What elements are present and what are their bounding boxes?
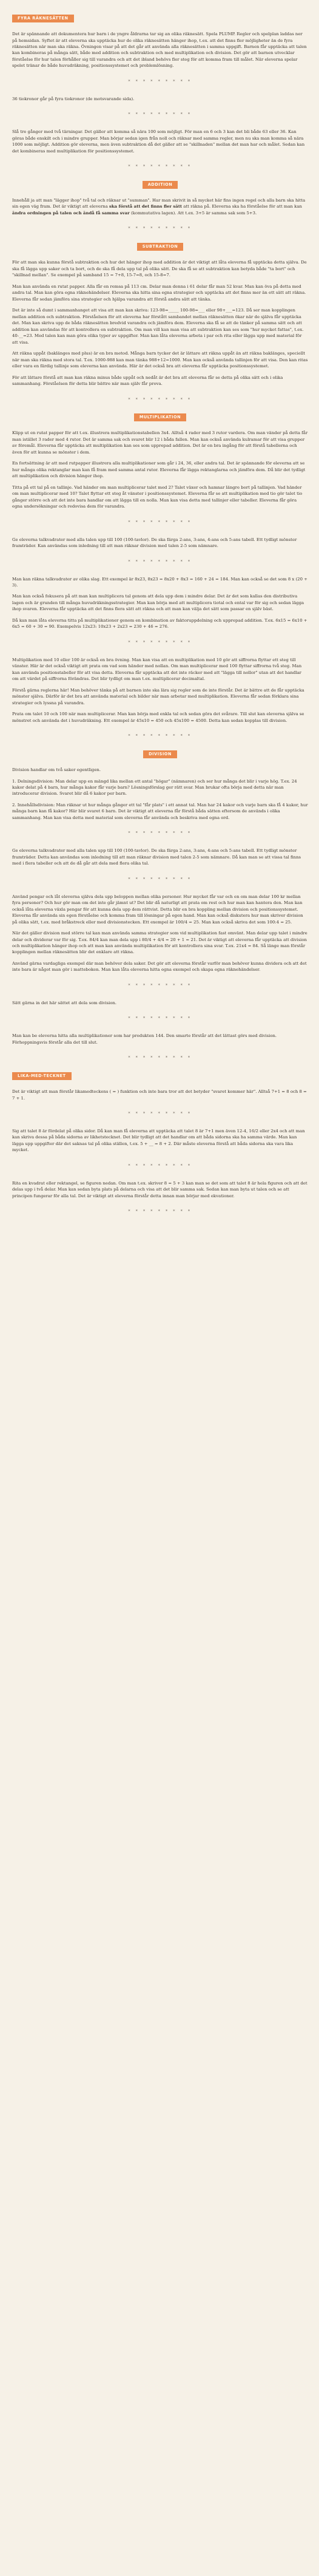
paragraph: Det är spännande att dokumentera hur barn i de yngre åldrarna tar sig an olika räknesätt. Spela PLUMP. Regler och spelplan laddas ner på hemsidan. Syftet är att eleverna ska upptäcka hur de olika räknesätten hänger ihop, t.ex. att det finns fler möjligheter än de fyra räknesätten när man ska räkna. Övningen visar på att det går att använda alla räknesätten i samma uppgift. Barnen får upptäcka att talen kan kombineras på många sätt, både med addition och subtraktion och med multiplikation och division. Det gör att barnen utvecklar förståelse för hur talen förhåller sig till varandra och att det ibland behövs fler steg för att komma fram till målet. När eleverna spelar spelet tränar de både huvudräkning, positionssystemet och problemlösning. — [12, 32, 307, 69]
divider: * * * * * * * * * — [128, 226, 192, 231]
divider: * * * * * * * * * — [128, 982, 192, 988]
divider: * * * * * * * * * — [128, 733, 192, 739]
divider: * * * * * * * * * — [128, 639, 192, 645]
divider: * * * * * * * * * — [128, 396, 192, 402]
paragraph: Titta på ett tal på en tallinje. Vad händer om man multiplicerar talet med 2? Talet växer och hamnar längre bort på tallinjen. Vad händer om man multiplicerar med 10? Talet flyttar ett steg åt vänster i positionssystemet. Eleverna får se att multiplikation med tio gör talet tio gånger större och att det inte bara handlar om att lägga till en nolla. Man kan visa detta med tallinjer eller tabeller. Eleverna får göra egna undersökningar och redovisa dem för varandra. — [12, 484, 303, 509]
section-heading-lika-med-tecknet — [12, 1072, 308, 1080]
paragraph: Rita en kvadrat eller rektangel, se figuren nedan. Om man t.ex. skriver 8 = 5 + 3 kan man se det som att talet 8 är hela figuren och att det delas upp i två delar. Man kan sedan byta plats på delarna och visa att det blir samma sak. Sedan kan man byta ut talen och se att principen fungerar för alla tal. Det är viktigt att eleverna förstår detta innan man börjar med ekvationer. — [12, 1180, 307, 1198]
divider: * * * * * * * * * — [128, 78, 192, 84]
section-tag: LIKA-MED-TECKNET — [12, 1072, 72, 1080]
paragraph: 1. Delningsdivision: Man delar upp en mängd lika mellan ett antal "högar" (nämnaren) och ser hur många det blir i varje hög. T.ex. 24 kakor delat på 4 barn, hur många kakor får varje barn? Lösningsförslag ger rätt svar. Man brukar ofta börja med detta när man introducerar division. Svaret blir då 6 kakor per barn. — [12, 778, 297, 797]
divider: * * * * * * * * * — [128, 1055, 192, 1061]
paragraph: 36 tiokronor går på fyra tiokronor (de motsvarande sida). — [12, 96, 135, 101]
section-heading-addition — [12, 181, 308, 189]
section-heading-subtraktion — [12, 243, 308, 251]
paragraph: Multiplikation med 10 eller 100 är också en bra övning. Man kan visa att en multiplikation med 10 gör att siffrorna flyttar ett steg till vänster. Här är det också viktigt att prata om vad som händer med nollan. Om man multiplicerar med 100 flyttar siffrorna två steg. Man kan använda positionstabeller för att visa detta. Eleverna får upptäcka att det inte räcker med att "lägga till nollor" utan att det handlar om att värdet på siffrorna förändras. Det blir tydligt om man t.ex. multiplicerar decimaltal. — [12, 657, 302, 682]
divider: * * * * * * * * * — [128, 559, 192, 564]
paragraph: Sig att talet 8 är fördelat på olika sidor. Då kan man få eleverna att upptäcka att talet 8 är 7+1 men även 12-4, 16/2 eller 2x4 och att man kan skriva dessa på båda sidorna av likhetstecknet. Det blir tydligt att det handlar om att båda sidorna ska ha samma värde. Man kan lägga upp uppgifter där det saknas tal på olika ställen, t.ex. 5 + __ = 8 + 2. Där måste eleverna förstå att båda sidorna ska vara lika mycket. — [12, 1128, 305, 1153]
paragraph: Då kan man låta eleverna titta på multiplikationer genom en kombination av faktoruppdelning och upprepad addition. T.ex. 6x15 = 6x10 + 6x5 = 60 + 30 = 90. Exempelvis 12x23: 10x23 + 2x23 = 230 + 46 = 276. — [12, 617, 307, 630]
divider: * * * * * * * * * — [128, 831, 192, 836]
paragraph: För att lättare förstå att man kan räkna minus både uppåt och nedåt är det bra att eleverna får se detta på olika sätt och i olika sammanhang. Förståelsen för detta blir bättre när man själv får prova. — [12, 375, 283, 387]
paragraph: Man kan använda en rutat papper. Alla får en remsa på 113 cm. Delar man denna i 61 delar får man 52 kvar. Man kan öva på detta med andra tal. Man kan göra egna räknehändelser. Eleverna ska hitta sina egna strategier och upptäcka att det finns mer än ett sätt att räkna. Eleverna får sedan jämföra sina strategier och hjälpa varandra att förstå andra sätt att tänka. — [12, 284, 306, 302]
section-heading-division — [12, 750, 308, 758]
section-tag: DIVISION — [143, 750, 177, 758]
paragraph: Använd gärna vardagliga exempel där man behöver dela saker. Det gör att eleverna förstår varför man behöver kunna dividera och att det inte bara är något man gör i matteboken. Man kan låta eleverna hitta egna exempel och skapa egna räknehändelser. — [12, 960, 307, 973]
paragraph: Sätt gärna in det här sättet att dela som division. — [12, 1000, 117, 1005]
bold-text: ska förstå att det finns fler sätt — [109, 204, 183, 209]
document-page — [12, 8, 308, 1226]
paragraph: Man kan också fokusera på att man kan multiplicera tal genom att dela upp dem i mindre delar. Det är det som kallas den distributiva lagen och är grunden till många huvudräkningsstrategier. Man kan börja med att multiplicera tiotal och ental var för sig och sedan lägga ihop svaren. Eleverna får upptäcka att det finns flera sätt att räkna och att man kan välja det sätt som passar en själv bäst. — [12, 594, 304, 612]
paragraph: Innehåll ja att man "lägger ihop" två tal och räknar ut "summan". Har man skrivit in så mycket här fins ingen regel och alla barn ska hitta sin egen väg fram. Det är viktigt att eleverna ska förstå att det finns fler sätt att räkna på. Eleverna ska ha förståelse för att man kan ändra ordningen på talen och ändå få samma svar (kommutativa lagen). Att t.ex. 3+5 är samma sak som 5+3. — [12, 197, 306, 216]
paragraph: Förstå gärna reglerna här! Man behöver tänka på att barnen inte ska lära sig regler som de inte förstår. Det är bättre att de får upptäcka mönster själva. Därför är det bra att använda material och bilder när man arbetar med multiplikation. Eleverna får sedan förklara sina strategier och lyssna på varandra. — [12, 687, 304, 705]
divider: * * * * * * * * * — [128, 164, 192, 169]
section-tag: SUBTRAKTION — [137, 243, 184, 251]
section-heading-fyra-raknesatten — [12, 15, 308, 22]
paragraph: En fortsättning är att med rutpapper illustrera alla multiplikationer som går i 24, 36, eller andra tal. Det är spännande för eleverna att se hur många olika rektanglar man kan få fram med samma antal rutor. Eleverna får lägga rektanglarna och jämföra dem. Då blir det tydligt att multiplikation och division hänger ihop. — [12, 461, 306, 479]
divider: * * * * * * * * * — [128, 1209, 192, 1214]
paragraph: Klipp ut en rutat papper för att t.ex. illustrera multiplikationstabellen 3x4. Alltså 4 rader med 3 rutor vardera. Om man vänder på detta får man istället 3 rader med 4 rutor. Det är samma sak och svaret blir 12 i båda fallen. Man kan också använda kulramar för att visa grupper av föremål. Eleverna får upptäcka att multiplikation kan ses som upprepad addition. Det är en bra ingång för att förstå tabellerna och även för att kunna se mönster i dem. — [12, 430, 308, 455]
paragraph: Ge eleverna talkvadrater med alla talen upp till 100 (100-tavlor). De ska färga 2:ans, 3:ans, 4:ans och 5:ans tabell. Ett tydligt mönster framträder. Kan användas som inledning till att man räknar division med talen 2-5 som nämnare. — [12, 537, 297, 549]
divider: * * * * * * * * * — [128, 1016, 192, 1021]
paragraph: Det är inte så dumt i sammanhanget att visa att man kan skriva: 123-98=_____ 100-98=___ eller 98+___=123. Då ser man kopplingen mellan addition och subtraktion. Förståelsen för att eleverna har förstått sambandet mellan räknesätten ökar när de själva får upptäcka det. Man kan skriva upp de båda räknesätten bredvid varandra och jämföra dem. Eleverna ska få se att de tänker på samma sätt och att addition kan användas för att kontrollera en subtraktion. Om man vill kan man visa att subtraktion kan ses som "hur mycket fattas", t.ex. 40-__=23. Med talen kan man göra olika typer av uppgifter. Man kan låta eleverna arbeta i par och rita eller lägga upp med material för att visa. — [12, 308, 304, 345]
paragraph: För att man ska kunna förstå subtraktion och hur det hänger ihop med addition är det viktigt att låta eleverna få upptäcka detta själva. De ska få lägga upp saker och ta bort, och de ska få dela upp tal på olika sätt. De ska få se att subtraktion kan betyda både "ta bort" och "skillnad mellan". Se exempel på samband 15 = 7+8, 15-7=8, och 15-8=7. — [12, 260, 307, 278]
paragraph: Man kan be eleverna hitta alla multiplikationer som har produkten 144. Den smarte förstår att det lättast görs med division. Förhoppningsvis förstår alla det till slut. — [12, 1033, 277, 1045]
divider: * * * * * * * * * — [128, 1111, 192, 1116]
section-heading-multiplikation — [12, 413, 308, 421]
bold-text: ändra ordningen på talen och ändå få samma svar — [12, 210, 130, 216]
paragraph: Man kan räkna talkvadrater av olika slag. Ett exempel är 8x23, 8x23 = 8x20 + 8x3 = 160 + 24 = 184. Man kan också se det som 8 x (20 + 3). — [12, 576, 307, 588]
paragraph: När det gäller division med större tal kan man använda samma strategier som vid multiplikation fast omvänt. Man delar upp talet i mindre delar och dividerar var för sig. T.ex. 84/4 kan man dela upp i 80/4 + 4/4 = 20 + 1 = 21. Det är viktigt att eleverna får upptäcka att division och multiplikation hänger ihop och att man kan använda multiplikation för att kontrollera sina svar. T.ex. 21x4 = 84. Så länge man förstår kopplingen mellan räknesätten blir det enklare att räkna. — [12, 931, 307, 955]
section-tag: MULTIPLIKATION — [134, 413, 186, 421]
section-tag: ADDITION — [143, 181, 178, 189]
paragraph: Det är viktigt att man förstår likamedteckens ( = ) funktion och inte bara tror att det betyder "svaret kommer här". Alltså 7+1 = 8 och 8 = 7 + 1. — [12, 1089, 307, 1101]
divider: * * * * * * * * * — [128, 519, 192, 525]
paragraph: Division handlar om två saker egentligen. — [12, 767, 101, 773]
paragraph: 2. Innehållsdivision: Man räknar ut hur många gånger ett tal "får plats" i ett annat tal. Man har 24 kakor och varje barn ska få 4 kakor, hur många barn kan få kakor? Här blir svaret 6 barn. Det är viktigt att eleverna får förstå båda sätten eftersom de används i olika sammanhang. Man kan visa detta med material som eleverna får använda och beskriva med egna ord. — [12, 802, 308, 820]
paragraph: Använd pengar och låt eleverna själva dela upp beloppen mellan olika personer. Hur mycket får var och en om man delar 100 kr mellan fyra personer? Och hur gör man om det inte går jämnt ut? Det blir då naturligt att prata om rest och hur man kan hantera den. Man kan också låta eleverna växla pengar för att kunna dela upp dem rättvist. Detta blir en bra koppling mellan division och positionssystemet. Eleverna får använda sin egen förståelse och komma fram till lösningar på egen hand. Man kan också diskutera hur man skriver division på olika sätt, t.ex. med bråkstreck eller med divisionstecken. Ett exempel är 100/4 = 25. Man kan också skriva det som 100:4 = 25. — [12, 894, 303, 925]
paragraph: Ge eleverna talkvadrater med alla talen upp till 100 (100-tavlor). De ska färga 2:ans, 3:ans, 4:ans och 5:ans tabell. Ett tydligt mönster framträder. Detta kan användas som inledning till att man räknar division med talen 2-5 som nämnare. Då kan man se att vissa tal finns med i flera tabeller och att de då går att dela med flera olika tal. — [12, 848, 301, 866]
paragraph: Slå tre gånger med två tärningar. Det gäller att komma så nära 100 som möjligt. För man en 6 och 3 kan det bli både 63 eller 36. Kan göras både enskilt och i mindre grupper. Man börjar sedan igen från noll och räknar med samma regler, men nu ska man komma så nära 1000 som möjligt. Addition gör eleverna, men även subtraktion då det gäller att se "skillnaden" mellan det man har och målet. Sedan kan det kombineras med multiplikation för positionssystemet. — [12, 129, 305, 154]
divider: * * * * * * * * * — [128, 1163, 192, 1168]
paragraph: Att räkna uppåt (baklänges med plus) är en bra metod. Många barn tycker det är lättare att räkna uppåt än att räkna baklänges, speciellt när man ska räkna med stora tal. T.ex. 1000-988 kan man tänka 988+12=1000. Man kan också använda tallinjen för att visa. Den kan ritas eller vara en färdig tallinje som eleverna kan använda. Här är det också bra att eleverna får upptäcka positionssystemet. — [12, 351, 308, 369]
divider: * * * * * * * * * — [128, 876, 192, 882]
divider: * * * * * * * * * — [128, 112, 192, 117]
section-tag: FYRA RÄKNESÄTTEN — [12, 15, 74, 22]
paragraph: Prata om talet 10 och 100 när man multiplicerar. Man kan börja med enkla tal och sedan göra det svårare. Till slut kan eleverna själva se mönstret och använda det i huvudräkning. Ett exempel är 45x10 = 450 och 45x100 = 4500. Detta kan sedan kopplas till division. — [12, 712, 304, 723]
